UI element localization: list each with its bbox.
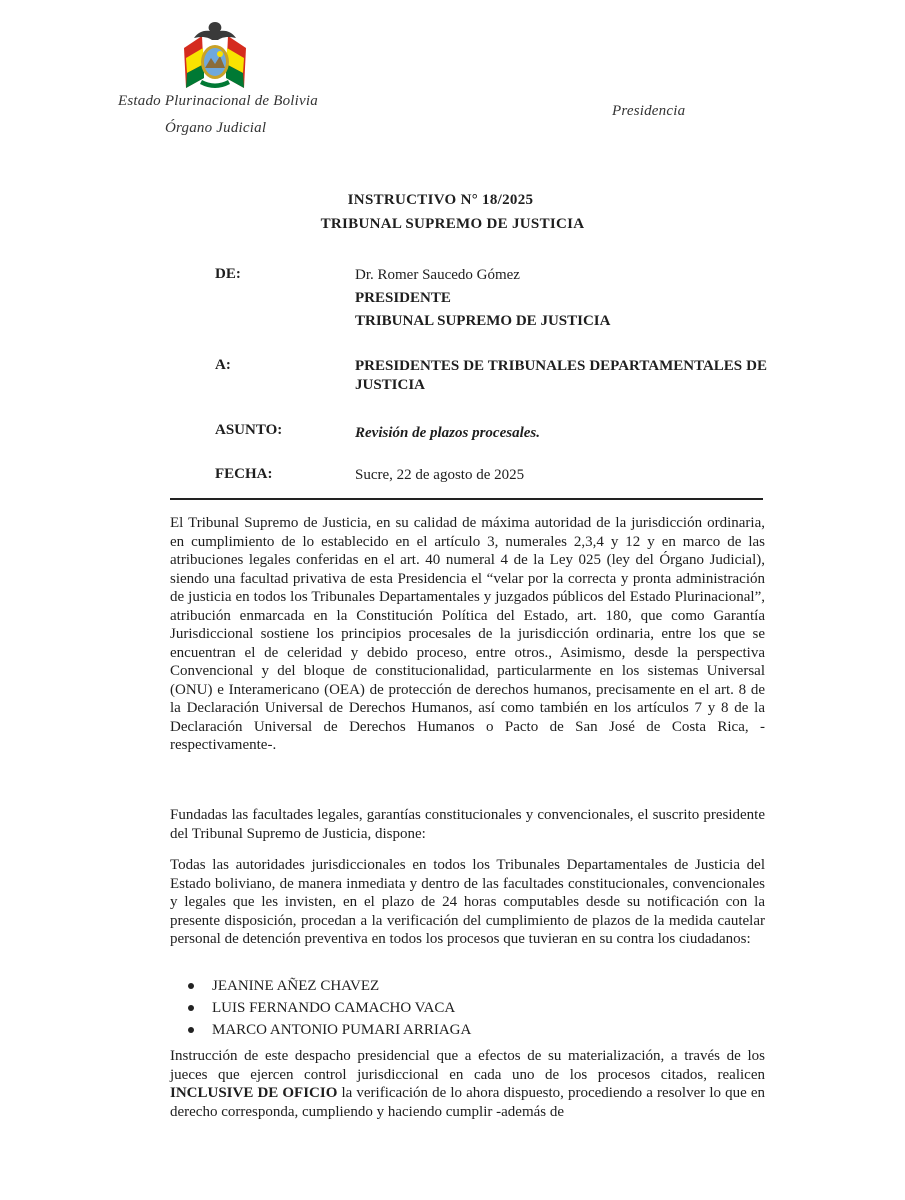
subject-label: ASUNTO: [215,422,283,438]
paragraph-execution: Instrucción de este despacho presidencial que a efectos de su materialización, a través de los jueces que ejercen control jurisdiccional en cada uno de los procesos citados, realicen INCLUSIVE DE OFICIO la verificación de lo ahora dispuesto, procediendo a resolver lo que en derecho corresponda, cumpliendo y haciendo cumplir -además de [170,1048,765,1120]
document-issuer: TRIBUNAL SUPREMO DE JUSTICIA [320,216,585,232]
paragraph-legal-basis: El Tribunal Supremo de Justicia, en su calidad de máxima autoridad de la jurisdicción ordinaria, en cumplimiento de lo establecido en el artículo 3, numerales 2,3,4 y 12 y en marco de las atribuciones legales conferidas en el art. 40 numeral 4 de la Ley 025 (ley del Órgano Judicial), siendo una facultad privativa de esta Presidencia el “velar por la correcta y pronta administración de justicia en todos los Tribunales Departamentales y juzgados públicos del Estado Plurinacional”, atribución enmarcada en la Constitución Política del Estado, art. 180, que como Garantía Jurisdiccional sostiene los principios procesales de la jurisdicción ordinaria, entre los que se encuentran el de celeridad y debido proceso, entre otros., Asimismo, desde la perspectiva Convencional y del bloque de constitucionalidad, particularmente en los sistemas Universal (ONU) e Interamericano (OEA) de protección de derechos humanos, precisamente en el art. 8 de la Declaración Universal de Derechos Humanos, así como también en los artículos 7 y 8 de la Declaración Universal de Derechos Humanos o Pacto de San José de Costa Rica, -respectivamente-. [170,515,765,753]
to-label: A: [215,357,231,373]
bullet-icon [188,1027,194,1033]
letterhead-organ: Órgano Judicial [165,120,267,136]
subject-value: Revisión de plazos procesales. [355,425,540,441]
letterhead-office: Presidencia [612,103,686,119]
citizen-list [188,975,471,1041]
from-label: DE: [215,266,241,282]
from-org: TRIBUNAL SUPREMO DE JUSTICIA [355,313,611,329]
header-divider [170,498,763,500]
list-item: MARCO ANTONIO PUMARI ARRIAGA [188,1019,471,1041]
list-item: LUIS FERNANDO CAMACHO VACA [188,997,471,1019]
date-label: FECHA: [215,466,273,482]
paragraph-disposition: Fundadas las facultades legales, garantías constitucionales y convencionales, el suscrito presidente del Tribunal Supremo de Justicia, dispone: [170,807,765,842]
list-item: JEANINE AÑEZ CHAVEZ [188,975,471,997]
from-name: Dr. Romer Saucedo Gómez [355,267,520,283]
bolivia-coat-of-arms-icon [176,18,254,94]
to-value: PRESIDENTES DE TRIBUNALES DEPARTAMENTALES DE JUSTICIA [355,358,767,393]
date-value: Sucre, 22 de agosto de 2025 [355,467,525,483]
paragraph-instruction: Todas las autoridades jurisdiccionales en todos los Tribunales Departamentales de Justicia del Estado boliviano, de manera inmediata y dentro de las facultades constitucionales, convencionales y legales que les invisten, en el plazo de 24 horas computables desde su notificación con la presente disposición, procedan a la verificación del cumplimiento de plazos de la medida cautelar personal de detención preventiva en todos los procesos que tuvieran en su contra los ciudadanos: [170,857,765,947]
emphasis-ex-officio: INCLUSIVE DE OFICIO [170,1085,338,1101]
letterhead-state: Estado Plurinacional de Bolivia [118,93,318,109]
from-block [355,264,775,333]
from-role: PRESIDENTE [355,290,451,306]
bullet-icon [188,1005,194,1011]
document-number: INSTRUCTIVO N° 18/2025 [347,192,534,208]
bullet-icon [188,983,194,989]
